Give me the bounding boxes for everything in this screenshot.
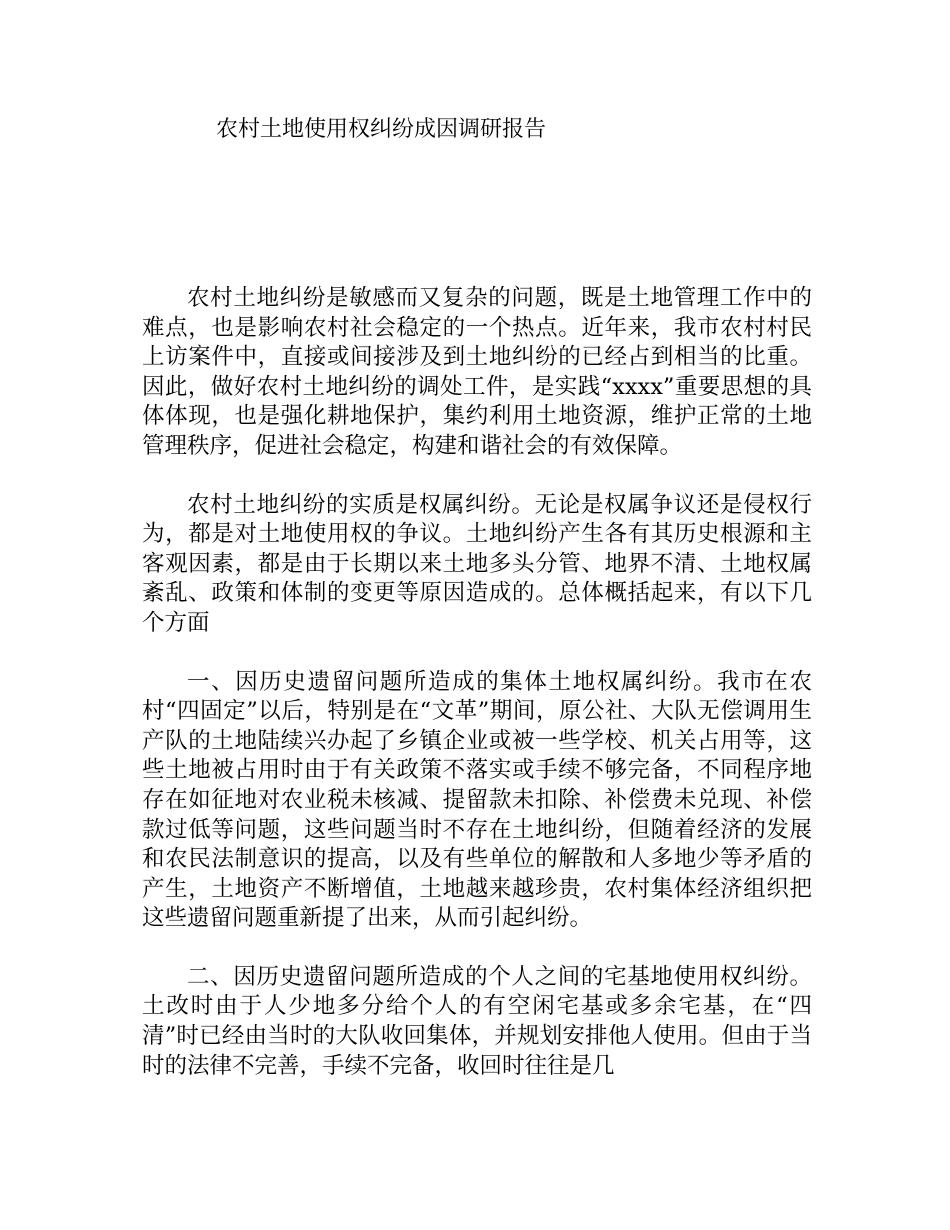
paragraph-nature: 农村土地纠纷的实质是权属纠纷。无论是权属争议还是侵权行为，都是对土地使用权的争议。土地纠纷产生各有其历史根源和主客观因素，都是由于长期以来土地多头分管、地界不清、土地权属紊乱、政策和体制的变更等原因造成的。总体概括起来，有以下几个方面 <box>142 491 812 636</box>
paragraph-point-two: 二、因历史遗留问题所造成的个人之间的宅基地使用权纠纷。土改时由于人少地多分给个人的有空闲宅基或多余宅基，在“四清”时已经由当时的大队收回集体，并规划安排他人使用。但由于当时的法律不完善，手续不完备，收回时往往是几 <box>142 963 812 1079</box>
paragraph-intro: 农村土地纠纷是敏感而又复杂的问题，既是土地管理工作中的难点，也是影响农村社会稳定的一个热点。近年来，我市农村村民上访案件中，直接或间接涉及到土地纠纷的已经占到相当的比重。因此，做好农村土地纠纷的调处工件，是实践“xxxx”重要思想的具体体现，也是强化耕地保护，集约利用土地资源，维护正常的土地管理秩序，促进社会稳定，构建和谐社会的有效保障。 <box>142 285 812 459</box>
paragraph-point-one: 一、因历史遗留问题所造成的集体土地权属纠纷。我市在农村“四固定”以后，特别是在“文革”期间，原公社、大队无偿调用生产队的土地陆续兴办起了乡镇企业或被一些学校、机关占用等，这些土地被占用时由于有关政策不落实或手续不够完备，不同程序地存在如征地对农业税未核减、提留款未扣除、补偿费未兑现、补偿款过低等问题，这些问题当时不存在土地纠纷，但随着经济的发展和农民法制意识的提高，以及有些单位的解散和人多地少等矛盾的产生，土地资产不断增值，土地越来越珍贵，农村集体经济组织把这些遗留问题重新提了出来，从而引起纠纷。 <box>142 668 812 932</box>
document-body <box>142 284 812 1081</box>
document-title: 农村土地使用权纠纷成因调研报告 <box>216 117 547 142</box>
